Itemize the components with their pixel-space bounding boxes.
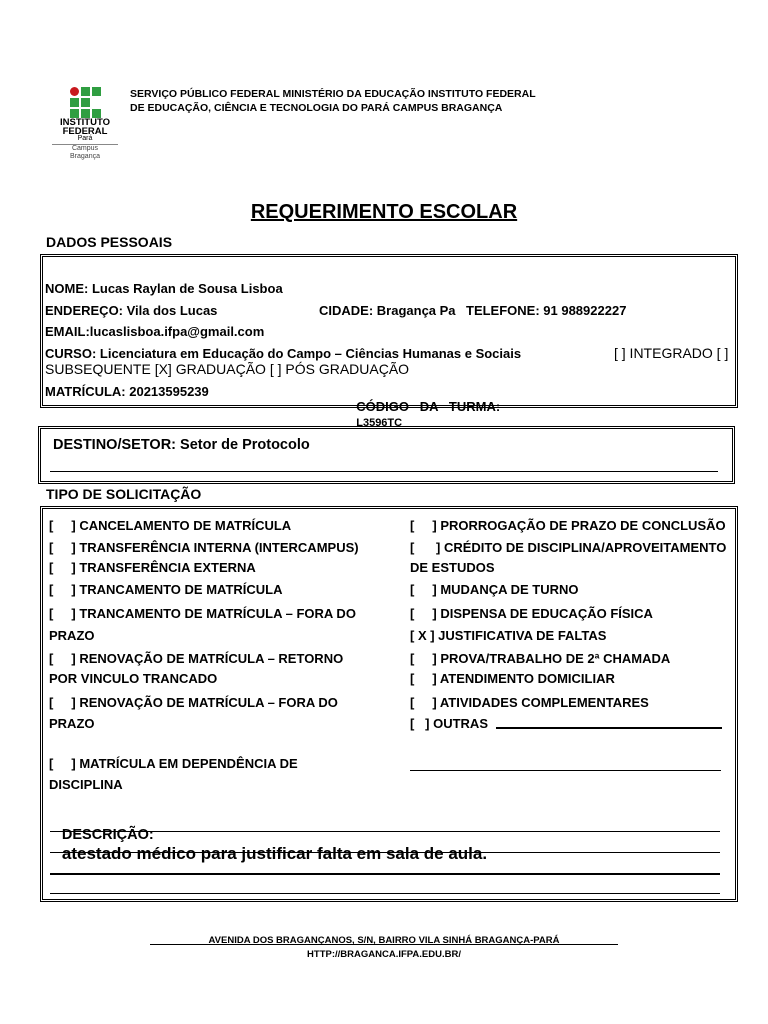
- field-telefone: TELEFONE: 91 988922227: [466, 303, 627, 318]
- destino-box: [38, 426, 735, 484]
- field-destino: DESTINO/SETOR: Setor de Protocolo: [53, 437, 310, 453]
- field-codigo-label: [349, 384, 500, 429]
- field-integrado: [ ] INTEGRADO [ ]: [614, 345, 729, 361]
- descricao-row: [53, 808, 487, 864]
- option-mudanca-turno[interactable]: [ ] MUDANÇA DE TURNO: [410, 582, 579, 597]
- descricao-label: DESCRIÇÃO:: [61, 827, 154, 843]
- option-atendimento-domiciliar[interactable]: [ ] ATENDIMENTO DOMICILIAR: [410, 671, 615, 686]
- option-cancelamento[interactable]: [ ] CANCELAMENTO DE MATRÍCULA: [49, 518, 292, 533]
- logo-mark-icon: [70, 87, 102, 119]
- option-trancamento[interactable]: [ ] TRANCAMENTO DE MATRÍCULA: [49, 582, 283, 597]
- option-justificativa-faltas[interactable]: [ X ] JUSTIFICATIVA DE FALTAS: [410, 628, 607, 643]
- option-dependencia-cont: DISCIPLINA: [49, 777, 123, 792]
- option-atividades-complementares[interactable]: [ ] ATIVIDADES COMPLEMENTARES: [410, 695, 649, 710]
- option-credito-cont: DE ESTUDOS: [410, 560, 495, 575]
- logo-text-braganca: Bragança: [70, 153, 100, 160]
- option-renovacao-fora-prazo[interactable]: [ ] RENOVAÇÃO DE MATRÍCULA – FORA DO: [49, 695, 338, 710]
- field-cidade: CIDADE: Bragança Pa: [319, 303, 456, 318]
- option-transferencia-interna[interactable]: [ ] TRANSFERÊNCIA INTERNA (INTERCAMPUS): [49, 540, 359, 555]
- option-credito[interactable]: [ ] CRÉDITO DE DISCIPLINA/APROVEITAMENTO: [410, 540, 727, 555]
- option-renovacao-retorno-cont: POR VINCULO TRANCADO: [49, 671, 218, 686]
- codigo-label: CÓDIGO DA TURMA:: [356, 399, 501, 414]
- outras-input-line[interactable]: [496, 727, 722, 729]
- descricao-value[interactable]: atestado médico para justificar falta em sala de aula.: [61, 844, 488, 863]
- logo-text-campus: Campus: [71, 145, 99, 152]
- option-dispensa-ed-fisica[interactable]: [ ] DISPENSA DE EDUCAÇÃO FÍSICA: [410, 606, 653, 621]
- section-heading-tipo: TIPO DE SOLICITAÇÃO: [46, 486, 202, 502]
- option-trancamento-fora-prazo[interactable]: [ ] TRANCAMENTO DE MATRÍCULA – FORA DO: [49, 606, 356, 621]
- header-line-1: SERVIÇO PÚBLICO FEDERAL MINISTÉRIO DA EDUCAÇÃO INSTITUTO FEDERAL: [130, 88, 536, 100]
- header-line-2: DE EDUCAÇÃO, CIÊNCIA E TECNOLOGIA DO PARÁ CAMPUS BRAGANÇA: [130, 102, 503, 114]
- page-title: REQUERIMENTO ESCOLAR: [250, 201, 518, 223]
- option-prova-segunda-chamada[interactable]: [ ] PROVA/TRABALHO DE 2ª CHAMADA: [410, 651, 671, 666]
- logo-text-federal: FEDERAL: [62, 126, 108, 137]
- field-endereco: ENDEREÇO: Vila dos Lucas: [45, 303, 218, 318]
- outras-input-line-2[interactable]: [410, 770, 721, 771]
- field-email: EMAIL:lucaslisboa.ifpa@gmail.com: [45, 324, 265, 339]
- section-heading-dados: DADOS PESSOAIS: [46, 234, 173, 250]
- field-nome: NOME: Lucas Raylan de Sousa Lisboa: [45, 281, 283, 296]
- footer-address: AVENIDA DOS BRAGANÇANOS, S/N, BAIRRO VILA SINHÁ BRAGANÇA-PARÁ: [208, 935, 560, 946]
- logo-text-instituto: INSTITUTO: [60, 117, 110, 128]
- option-outras[interactable]: [ ] OUTRAS: [410, 716, 488, 731]
- option-transferencia-externa[interactable]: [ ] TRANSFERÊNCIA EXTERNA: [49, 560, 256, 575]
- codigo-value: L3596TC: [356, 417, 403, 429]
- option-trancamento-fora-prazo-cont: PRAZO: [49, 628, 95, 643]
- option-renovacao-fora-prazo-cont: PRAZO: [49, 716, 95, 731]
- option-renovacao-retorno[interactable]: [ ] RENOVAÇÃO DE MATRÍCULA – RETORNO: [49, 651, 344, 666]
- option-dependencia[interactable]: [ ] MATRÍCULA EM DEPENDÊNCIA DE: [49, 756, 298, 771]
- field-matricula: MATRÍCULA: 20213595239: [45, 384, 209, 399]
- logo-text-para: Pará: [77, 135, 93, 142]
- field-subsequente: SUBSEQUENTE [X] GRADUAÇÃO [ ] PÓS GRADUAÇÃO: [45, 361, 410, 377]
- field-curso: CURSO: Licenciatura em Educação do Campo – Ciências Humanas e Sociais: [45, 346, 522, 361]
- footer-url[interactable]: HTTP://BRAGANCA.IFPA.EDU.BR/: [307, 949, 461, 960]
- option-prorrogacao[interactable]: [ ] PRORROGAÇÃO DE PRAZO DE CONCLUSÃO: [410, 518, 726, 533]
